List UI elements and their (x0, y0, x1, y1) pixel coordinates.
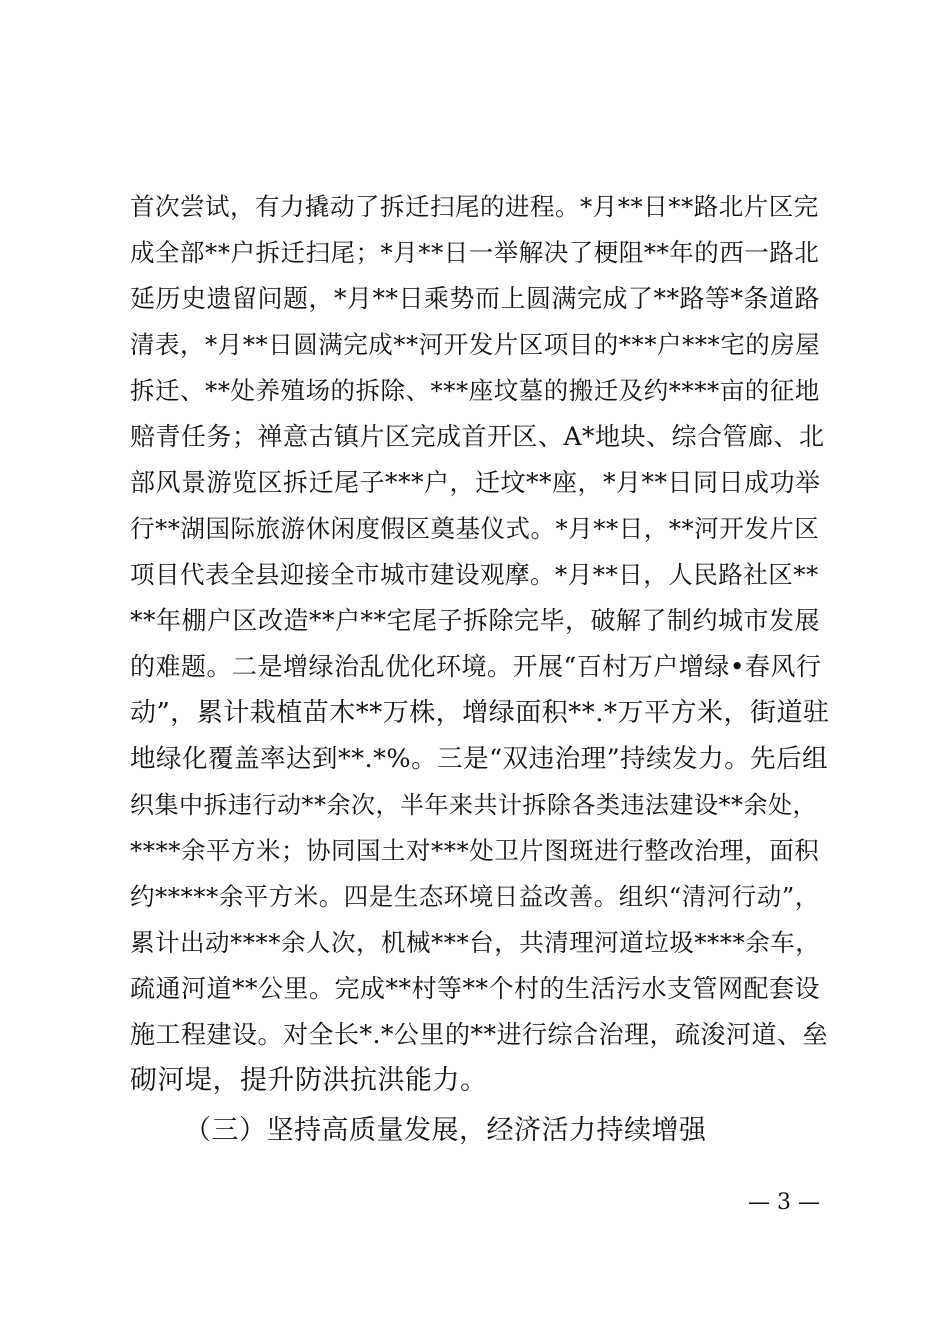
body-line: 约*****余平方米。四是生态环境日益改善。组织“清河行动”， (130, 882, 820, 911)
body-line: 砌河堤，提升防洪抗洪能力。 (130, 1065, 488, 1096)
body-line: 部风景游览区拆迁尾子***户，迁坟**座，*月**日同日成功举 (130, 468, 821, 497)
body-line: 首次尝试，有力撬动了拆迁扫尾的进程。*月**日**路北片区完 (130, 192, 819, 221)
body-line: 行**湖国际旅游休闲度假区奠基仪式。*月**日，**河开发片区 (130, 514, 820, 543)
body-line: ****余平方米；协同国土对***处卫片图斑进行整改治理，面积 (130, 836, 820, 865)
section-heading: （三）坚持高质量发展，经济活力持续增强 (184, 1115, 707, 1146)
body-line: 延历史遗留问题，*月**日乘势而上圆满完成了**路等*条道路 (130, 284, 821, 313)
body-line: 拆迁、**处养殖场的拆除、***座坟墓的搬迁及约****亩的征地 (130, 376, 820, 405)
page-number: — 3 — (748, 1190, 820, 1215)
body-line: 清表，*月**日圆满完成**河开发片区项目的***户***宅的房屋 (130, 330, 821, 359)
body-line: 疏通河道**公里。完成**村等**个村的生活污水支管网配套设 (130, 974, 821, 1003)
body-line: 赔青任务；禅意古镇片区完成首开区、A*地块、综合管廊、北 (130, 422, 825, 451)
body-line: 项目代表全县迎接全市城市建设观摩。*月**日，人民路社区** (130, 560, 819, 589)
body-line: 累计出动****余人次，机械***台，共清理河道垃圾****余车， (130, 928, 821, 957)
body-line: 的难题。二是增绿治乱优化环境。开展“百村万户增绿•春风行 (130, 652, 822, 681)
body-line: **年棚户区改造**户**宅尾子拆除完毕，破解了制约城市发展 (130, 606, 821, 635)
body-line: 施工程建设。对全长*.*公里的**进行综合治理，疏浚河道、垒 (130, 1020, 828, 1049)
body-line: 动”，累计栽植苗木**万株，增绿面积**.*万平方米，街道驻 (130, 698, 830, 728)
body-line: 织集中拆违行动**余次，半年来共计拆除各类违法建设**余处， (130, 791, 817, 819)
body-line: 地绿化覆盖率达到**.*%。三是“双违治理”持续发力。先后组 (130, 744, 829, 774)
body-line: 成全部**户拆迁扫尾；*月**日一举解决了梗阻**年的西一路北 (130, 238, 820, 267)
